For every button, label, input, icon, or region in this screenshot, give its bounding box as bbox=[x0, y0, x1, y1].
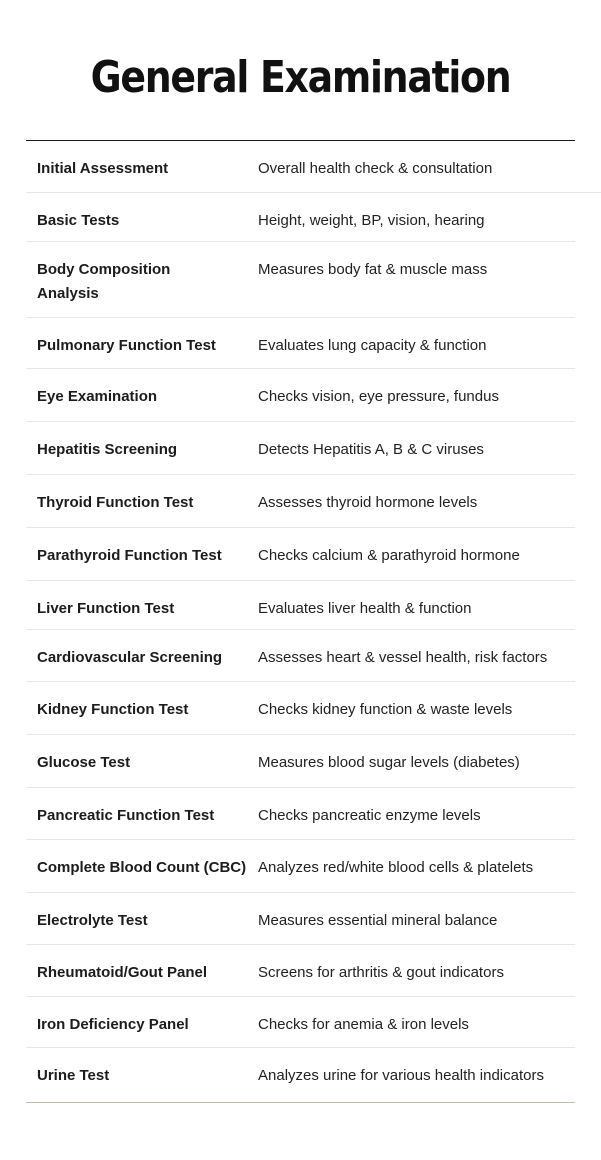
test-description: Evaluates liver health & function bbox=[258, 600, 472, 617]
test-name: Rheumatoid/Gout Panel bbox=[37, 964, 208, 981]
test-description: Measures blood sugar levels (diabetes) bbox=[258, 754, 520, 771]
test-description: Evaluates lung capacity & function bbox=[258, 337, 487, 354]
test-name: Liver Function Test bbox=[37, 600, 175, 617]
test-description: Checks vision, eye pressure, fundus bbox=[258, 388, 499, 405]
test-description: Assesses thyroid hormone levels bbox=[258, 494, 478, 511]
page-title: General Examination bbox=[90, 52, 511, 103]
test-name: Glucose Test bbox=[37, 754, 131, 771]
table-row bbox=[26, 242, 575, 318]
test-name: Cardiovascular Screening bbox=[37, 649, 223, 666]
test-description: Overall health check & consultation bbox=[258, 160, 493, 177]
table-row bbox=[26, 318, 575, 369]
test-name: Thyroid Function Test bbox=[37, 494, 194, 511]
test-name: Initial Assessment bbox=[37, 160, 169, 177]
table-row bbox=[26, 141, 575, 193]
table-row bbox=[26, 369, 575, 422]
examination-table bbox=[26, 140, 575, 1103]
table-row bbox=[26, 893, 575, 945]
table-row bbox=[26, 945, 575, 997]
test-description: Detects Hepatitis A, B & C viruses bbox=[258, 441, 484, 458]
test-name: Basic Tests bbox=[37, 212, 120, 229]
test-name: Hepatitis Screening bbox=[37, 441, 178, 458]
test-description: Analyzes red/white blood cells & platelets bbox=[258, 859, 534, 876]
table-row bbox=[26, 788, 575, 840]
test-name: Body Composition Analysis bbox=[37, 261, 171, 302]
table-row bbox=[26, 630, 575, 682]
test-description: Checks for anemia & iron levels bbox=[258, 1016, 469, 1033]
table-row bbox=[26, 1048, 575, 1102]
test-name: Iron Deficiency Panel bbox=[37, 1016, 189, 1033]
test-description: Height, weight, BP, vision, hearing bbox=[258, 212, 485, 229]
table-row bbox=[26, 735, 575, 788]
test-description: Analyzes urine for various health indicators bbox=[258, 1067, 544, 1084]
table-row bbox=[26, 581, 575, 630]
test-name: Complete Blood Count (CBC) bbox=[37, 859, 247, 876]
table-row bbox=[26, 193, 575, 242]
test-description: Checks calcium & parathyroid hormone bbox=[258, 547, 520, 564]
test-description: Assesses heart & vessel health, risk factors bbox=[258, 649, 548, 666]
test-name: Electrolyte Test bbox=[37, 912, 148, 929]
table-row bbox=[26, 997, 575, 1048]
test-name: Eye Examination bbox=[37, 388, 158, 405]
table-row bbox=[26, 475, 575, 528]
test-name: Pancreatic Function Test bbox=[37, 807, 215, 824]
test-description: Measures essential mineral balance bbox=[258, 912, 498, 929]
test-name: Kidney Function Test bbox=[37, 701, 189, 718]
row-divider bbox=[64, 192, 601, 193]
test-description: Checks kidney function & waste levels bbox=[258, 701, 513, 718]
test-description: Measures body fat & muscle mass bbox=[258, 261, 488, 278]
test-name: Urine Test bbox=[37, 1067, 110, 1084]
table-row bbox=[26, 422, 575, 475]
table-row bbox=[26, 528, 575, 581]
table-row bbox=[26, 682, 575, 735]
test-name: Pulmonary Function Test bbox=[37, 337, 216, 354]
test-description: Checks pancreatic enzyme levels bbox=[258, 807, 481, 824]
test-name: Parathyroid Function Test bbox=[37, 547, 222, 564]
table-row bbox=[26, 840, 575, 893]
test-description: Screens for arthritis & gout indicators bbox=[258, 964, 504, 981]
